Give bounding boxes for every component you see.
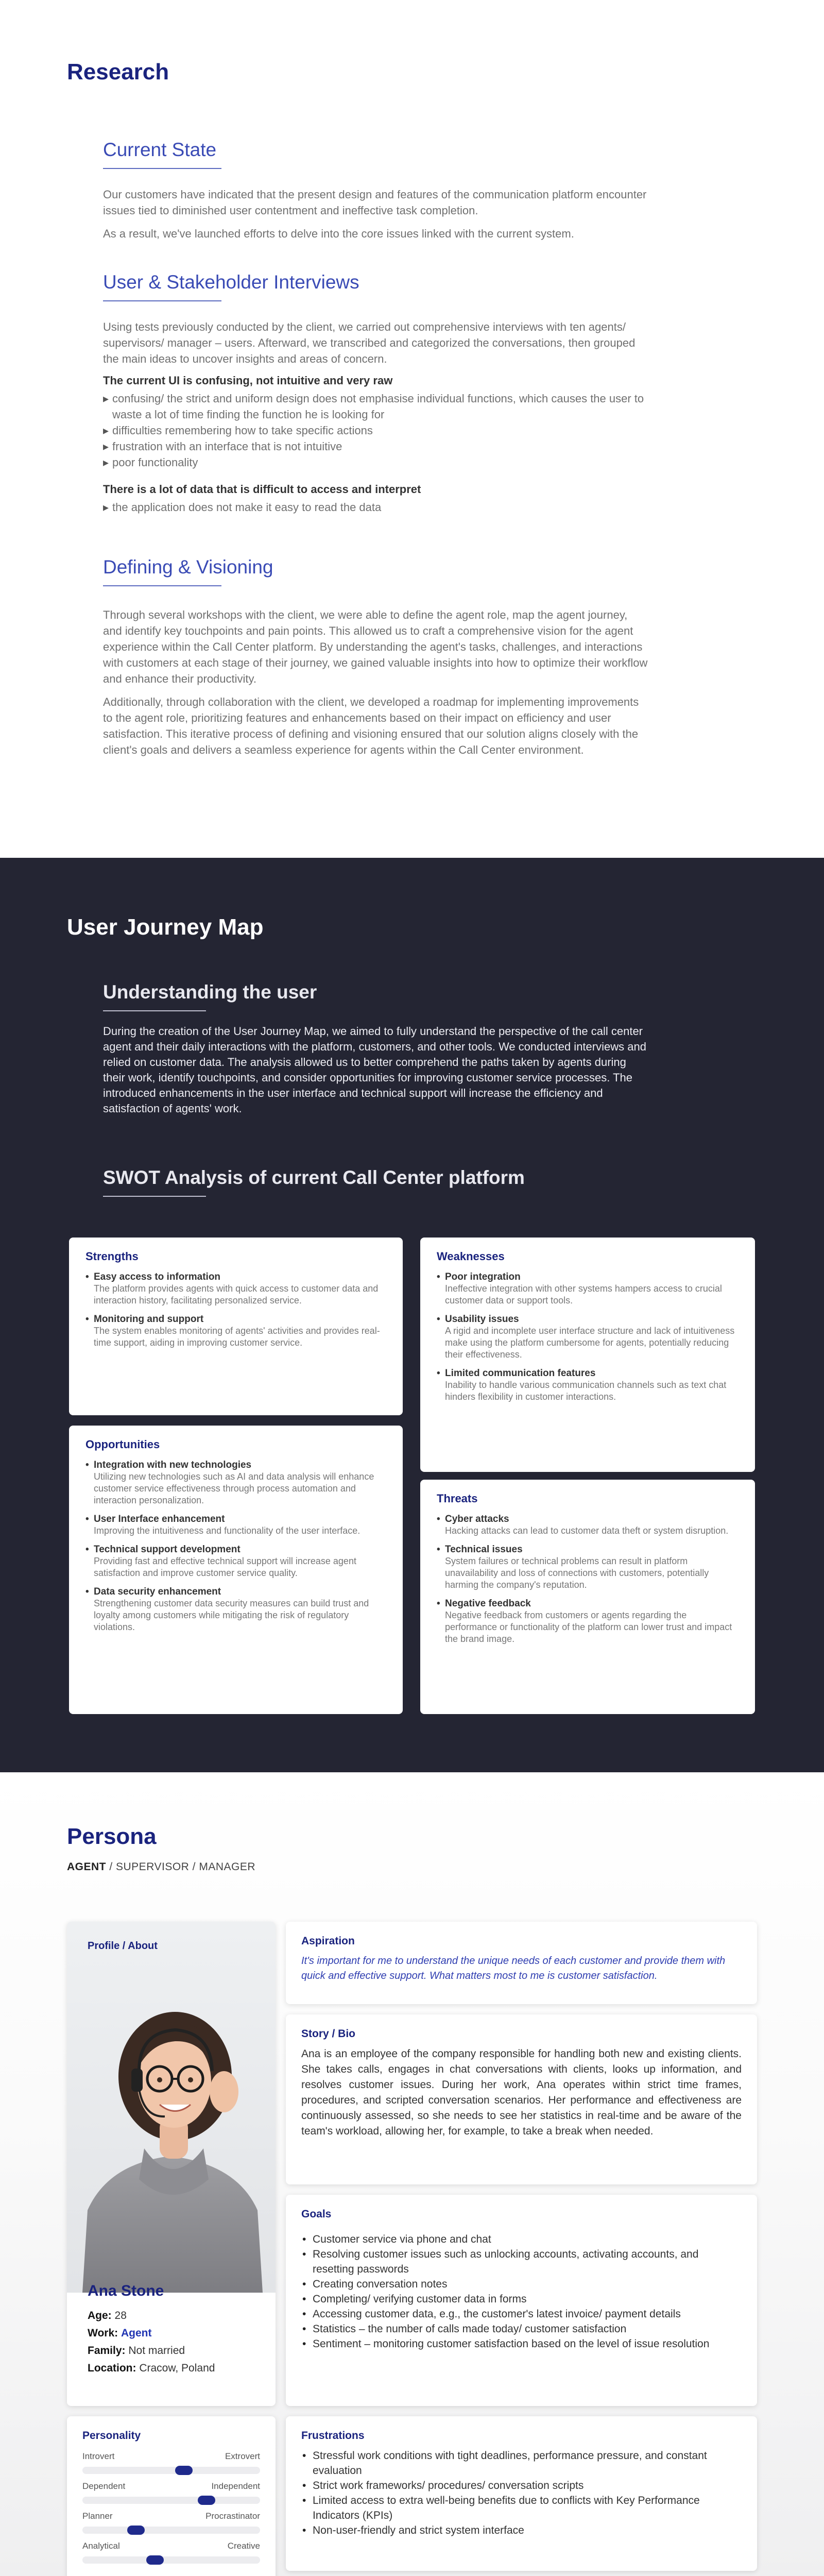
swot-opportunities-card — [69, 1426, 403, 1714]
current-state-block — [103, 139, 649, 242]
slider-knob — [146, 2555, 164, 2565]
age-value: 28 — [114, 2310, 127, 2321]
list-item: • Creating conversation notes — [301, 2277, 742, 2292]
age-label: Age: — [88, 2310, 112, 2321]
swot-item-title: • Cyber attacks — [437, 1514, 739, 1525]
swot-opportunities-title: Opportunities — [85, 1438, 160, 1451]
list-item: • Completing/ verifying customer data in forms — [301, 2292, 742, 2307]
location-value: Cracow, Poland — [139, 2362, 215, 2374]
swot-item-title: • User Interface enhancement — [85, 1514, 386, 1525]
story-title: Story / Bio — [301, 2028, 356, 2040]
persona-portrait-illustration — [67, 1922, 276, 2293]
defining-p1: Through several workshops with the client, we were able to define the agent role, map the agent journey, and identify key touchpoints and pain points. This allowed us to craft a comprehensive vision for the agent experience within the Call Center platform. By understanding the agent's tasks, challenges, and interactions with customers at each stage of their journey, we gained valuable insights into how to optimize their workflow and enhance their productivity. — [103, 608, 648, 685]
swot-item-desc: Strengthening customer data security measures can build trust and loyalty among customers while mitigating the risk of regulatory violations. — [94, 1598, 369, 1632]
profile-age-row — [88, 2307, 215, 2325]
swot-item — [437, 1598, 739, 1645]
slider-knob — [198, 2496, 215, 2505]
goals-title: Goals — [301, 2208, 332, 2220]
current-state-p1: Our customers have indicated that the present design and features of the communication platform encounter issues tied to diminished user contentment and ineffective task completion. — [103, 188, 647, 217]
swot-weaknesses-card — [420, 1238, 755, 1472]
swot-item-desc: Utilizing new technologies such as AI and data analysis will enhance customer service effectiveness through process automation and interaction personalization. — [94, 1471, 374, 1505]
swot-item-desc: Providing fast and effective technical support will increase agent satisfaction and improve customer service quality. — [94, 1556, 356, 1578]
swot-item-desc: Hacking attacks can lead to customer data theft or system disruption. — [445, 1526, 729, 1536]
swot-weaknesses-title: Weaknesses — [437, 1250, 505, 1263]
swot-item-title: • Data security enhancement — [85, 1586, 386, 1598]
profile-card — [67, 1922, 276, 2406]
frustrations-card — [286, 2416, 757, 2571]
profile-family-row — [88, 2342, 215, 2360]
slider-left-label: Planner — [82, 2511, 113, 2521]
swot-threats-title: Threats — [437, 1492, 478, 1505]
understanding-heading: Understanding the user — [103, 981, 317, 1003]
story-text: Ana is an employee of the company responsible for handling both new and existing clients. She takes calls, engages in chat conversations with clients, looks up information, and resolves customer issues. During her work, Ana operates within strict time frames, procedures, and scripted conversation scenarios. Her performance and effectiveness are continuously assessed, so she needs to see her statistics in real-time and be aware of the team's workload, allowing her, for example, to take a break when needed. — [301, 2048, 742, 2137]
swot-item — [437, 1314, 739, 1361]
list-item: • Limited access to extra well-being benefits due to conflicts with Key Performance Indicators (KPIs) — [301, 2493, 742, 2523]
swot-item-title: • Usability issues — [437, 1314, 739, 1325]
slider-left-label: Introvert — [82, 2451, 115, 2461]
swot-heading: SWOT Analysis of current Call Center platform — [103, 1167, 525, 1188]
list-item: • Strict work frameworks/ procedures/ conversation scripts — [301, 2478, 742, 2493]
slider-track — [82, 2556, 260, 2564]
swot-strengths-card — [69, 1238, 403, 1415]
persona-photo — [67, 1922, 276, 2293]
heading-underline — [103, 300, 221, 301]
frustrations-title: Frustrations — [301, 2430, 365, 2442]
family-label: Family: — [88, 2345, 126, 2357]
swot-item — [85, 1314, 386, 1349]
persona-name: Ana Stone — [88, 2282, 164, 2299]
swot-item-title: • Integration with new technologies — [85, 1460, 386, 1471]
swot-item-desc: A rigid and incomplete user interface structure and lack of intuitiveness make using the platform cumbersome for agents, potentially reducing their effectiveness. — [445, 1326, 735, 1360]
current-state-p2: As a result, we've launched efforts to delve into the core issues linked with the current system. — [103, 227, 574, 240]
swot-item — [437, 1368, 739, 1403]
swot-item-desc: Negative feedback from customers or agents regarding the performance or functionality of the platform can lower trust and impact the brand image. — [445, 1610, 732, 1644]
profile-label: Profile / About — [88, 1940, 158, 1952]
profile-work-row — [88, 2325, 215, 2342]
swot-item-title: • Limited communication features — [437, 1368, 739, 1379]
slider-left-label: Analytical — [82, 2541, 120, 2551]
story-card — [286, 2014, 757, 2184]
list-item: • Resolving customer issues such as unlocking accounts, activating accounts, and resetting passwords — [301, 2247, 742, 2277]
slider-right-label: Extrovert — [225, 2451, 260, 2461]
personality-slider — [82, 2451, 260, 2481]
understanding-block — [103, 981, 649, 1116]
list-item: ▸ difficulties remembering how to take specific actions — [103, 422, 649, 438]
personality-title: Personality — [82, 2430, 141, 2442]
heading-underline — [103, 585, 221, 586]
list-item: • Sentiment – monitoring customer satisfaction based on the level of issue resolution — [301, 2336, 742, 2351]
slider-right-label: Procrastinator — [205, 2511, 260, 2521]
heading-underline — [103, 1010, 206, 1011]
swot-strengths-title: Strengths — [85, 1250, 139, 1263]
interviews-heading: User & Stakeholder Interviews — [103, 272, 359, 293]
swot-item — [437, 1544, 739, 1591]
profile-location-row — [88, 2360, 215, 2377]
list-item: • Non-user-friendly and strict system interface — [301, 2523, 742, 2538]
swot-item — [437, 1272, 739, 1307]
heading-underline — [103, 1196, 206, 1197]
swot-item-title: • Technical issues — [437, 1544, 739, 1555]
current-state-heading: Current State — [103, 139, 217, 160]
aspiration-text: It's important for me to understand the unique needs of each customer and provide them with quick and effective support. What matters most to me is customer satisfaction. — [301, 1955, 726, 1981]
defining-p2: Additionally, through collaboration with the client, we developed a roadmap for implementing improvements to the agent role, prioritizing features and enhancements based on their impact on efficiency and user satisfaction. This iterative process of defining and visioning ensured that our solution aligns closely with the client's goals and delivers a seamless experience for agents within the Call Center environment. — [103, 696, 639, 756]
research-section — [0, 0, 824, 858]
swot-heading-block — [103, 1167, 649, 1197]
swot-item-title: • Monitoring and support — [85, 1314, 386, 1325]
slider-track — [82, 2527, 260, 2534]
swot-item-desc: System failures or technical problems can result in platform unavailability and loss of connections with customers, potentially harming the company's reputation. — [445, 1556, 709, 1590]
slider-knob — [175, 2466, 193, 2475]
swot-item-desc: Improving the intuitiveness and functionality of the user interface. — [94, 1526, 360, 1536]
personality-card — [67, 2416, 276, 2576]
swot-item — [85, 1272, 386, 1307]
interviews-group1-list — [103, 391, 649, 470]
research-title: Research — [67, 59, 169, 84]
swot-item-title: • Easy access to information — [85, 1272, 386, 1283]
work-value: Agent — [121, 2327, 152, 2339]
personality-slider — [82, 2511, 260, 2541]
swot-item-title: • Negative feedback — [437, 1598, 739, 1609]
personality-slider — [82, 2541, 260, 2571]
understanding-p1: During the creation of the User Journey Map, we aimed to fully understand the perspective of the call center agent and their daily interactions with the platform, customers, and other tools. We conducted interviews and relied on customer data. The analysis allowed us to better comprehend the paths taken by agents during their work, identify touchpoints, and consider opportunities for improving customer service processes. The introduced enhancements in the user interface and technical support will increase the efficiency and satisfaction of agents' work. — [103, 1025, 646, 1115]
swot-item-desc: The system enables monitoring of agents' activities and provides real-time support, aiding in improving customer service. — [94, 1326, 380, 1348]
list-item: • Stressful work conditions with tight deadlines, performance pressure, and constant evaluation — [301, 2448, 742, 2478]
swot-item-desc: The platform provides agents with quick access to customer data and interaction history, facilitating personalized service. — [94, 1283, 379, 1306]
swot-item — [85, 1586, 386, 1633]
aspiration-title: Aspiration — [301, 1935, 355, 1947]
list-item: ▸ frustration with an interface that is not intuitive — [103, 438, 649, 454]
personality-sliders — [82, 2451, 260, 2571]
persona-roles — [67, 1861, 757, 1873]
profile-info — [88, 2282, 215, 2377]
interviews-group2-title: There is a lot of data that is difficult to access and interpret — [103, 483, 421, 496]
list-item: • Accessing customer data, e.g., the customer's latest invoice/ payment details — [301, 2307, 742, 2321]
aspiration-card — [286, 1922, 757, 2004]
list-item: ▸ confusing/ the strict and uniform design does not emphasise individual functions, which causes the user to waste a lot of time finding the function he is looking for — [103, 391, 649, 422]
goals-card — [286, 2195, 757, 2406]
personality-slider — [82, 2481, 260, 2511]
slider-left-label: Dependent — [82, 2481, 126, 2491]
swot-item-title: • Poor integration — [437, 1272, 739, 1283]
interviews-group2-list — [103, 499, 649, 515]
goals-list — [301, 2232, 742, 2351]
slider-right-label: Creative — [227, 2541, 260, 2551]
list-item: • Statistics – the number of calls made today/ customer satisfaction — [301, 2321, 742, 2336]
swot-threats-card — [420, 1480, 755, 1714]
swot-item — [85, 1544, 386, 1579]
role-primary: AGENT — [67, 1861, 106, 1873]
list-item: ▸ poor functionality — [103, 454, 649, 470]
slider-track — [82, 2497, 260, 2504]
role-rest: / SUPERVISOR / MANAGER — [106, 1861, 256, 1873]
heading-underline — [103, 168, 221, 169]
slider-right-label: Independent — [211, 2481, 260, 2491]
swot-item-title: • Technical support development — [85, 1544, 386, 1555]
slider-knob — [127, 2526, 145, 2535]
interviews-p1: Using tests previously conducted by the client, we carried out comprehensive interviews with ten agents/ supervisors/ manager – users. Afterward, we transcribed and categorized the conversations, then grouped the main ideas to uncover insights and areas of concern. — [103, 320, 636, 365]
list-item: ▸ the application does not make it easy to read the data — [103, 499, 649, 515]
swot-item-desc: Ineffective integration with other systems hampers access to crucial customer data or support tools. — [445, 1283, 722, 1306]
list-item: • Customer service via phone and chat — [301, 2232, 742, 2247]
interviews-group1-title: The current UI is confusing, not intuitive and very raw — [103, 374, 393, 387]
journey-title: User Journey Map — [67, 914, 264, 940]
family-value: Not married — [128, 2345, 185, 2357]
frustrations-list — [301, 2448, 742, 2538]
swot-item — [85, 1460, 386, 1506]
interviews-block — [103, 272, 649, 515]
slider-track — [82, 2467, 260, 2474]
swot-item — [85, 1514, 386, 1537]
location-label: Location: — [88, 2362, 136, 2374]
work-label: Work: — [88, 2327, 118, 2339]
defining-block — [103, 556, 649, 758]
swot-item — [437, 1514, 739, 1537]
persona-title: Persona — [67, 1824, 157, 1849]
swot-item-desc: Inability to handle various communication channels such as text chat hinders flexibility in customer interactions. — [445, 1380, 727, 1402]
defining-heading: Defining & Visioning — [103, 556, 273, 578]
